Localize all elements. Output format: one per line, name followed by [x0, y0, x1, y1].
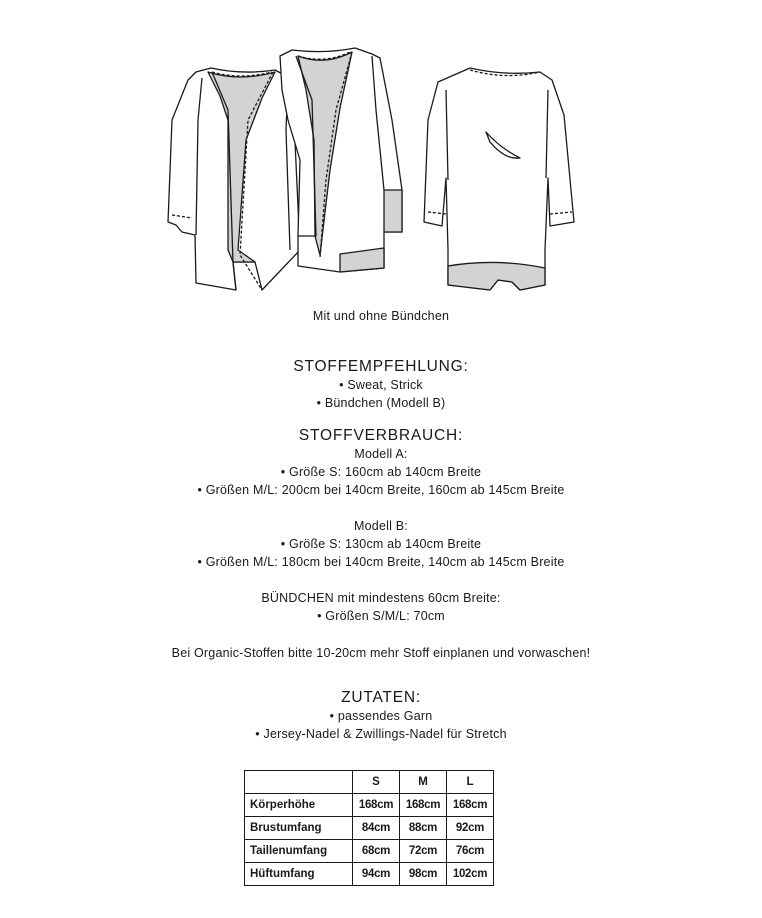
table-cell: 76cm: [447, 840, 494, 863]
table-cell: 88cm: [400, 817, 447, 840]
table-row: [245, 840, 494, 863]
row-label: Taillenumfang: [245, 840, 353, 863]
table-cell: 102cm: [447, 863, 494, 886]
cardigan-back: [424, 68, 574, 290]
cardigan-front-with-cuffs: [280, 48, 402, 272]
illustration-caption: Mit und ohne Bündchen: [312, 309, 450, 323]
row-label: Körperhöhe: [245, 794, 353, 817]
row-label: Hüftumfang: [245, 863, 353, 886]
table-cell: 92cm: [447, 817, 494, 840]
size-table: [244, 770, 494, 886]
table-cell: 84cm: [353, 817, 400, 840]
table-cell: 94cm: [353, 863, 400, 886]
buendchen-label: BÜNDCHEN mit mindestens 60cm Breite:: [261, 591, 501, 605]
table-row: [245, 863, 494, 886]
table-row: [245, 794, 494, 817]
column-header-s: S: [353, 771, 400, 794]
list-item: • Bündchen (Modell B): [316, 396, 446, 410]
list-item: • Größen M/L: 180cm bei 140cm Breite, 140cm ab 145cm Breite: [197, 555, 565, 569]
table-cell: 72cm: [400, 840, 447, 863]
modell-a-label: Modell A:: [354, 447, 408, 461]
list-item: • Größen S/M/L: 70cm: [317, 609, 445, 623]
list-item: • passendes Garn: [329, 709, 433, 723]
stoffempfehlung-section: [0, 358, 762, 412]
cardigan-front-without-cuffs: [168, 68, 300, 290]
column-header-m: M: [400, 771, 447, 794]
table-cell: 168cm: [400, 794, 447, 817]
cardigan-illustrations: [0, 0, 762, 300]
stoffempfehlung-heading: STOFFEMPFEHLUNG:: [293, 358, 469, 375]
list-item: • Jersey-Nadel & Zwillings-Nadel für Stretch: [255, 727, 507, 741]
zutaten-heading: ZUTATEN:: [341, 689, 421, 706]
table-cell: 68cm: [353, 840, 400, 863]
table-row: [245, 817, 494, 840]
list-item: • Sweat, Strick: [339, 378, 423, 392]
table-cell: 168cm: [447, 794, 494, 817]
table-header-row: [245, 771, 494, 794]
list-item: • Größen M/L: 200cm bei 140cm Breite, 160cm ab 145cm Breite: [197, 483, 565, 497]
column-header-l: L: [447, 771, 494, 794]
organic-note: Bei Organic-Stoffen bitte 10-20cm mehr Stoff einplanen und vorwaschen!: [171, 646, 591, 660]
modell-b-label: Modell B:: [354, 519, 408, 533]
list-item: • Größe S: 130cm ab 140cm Breite: [280, 537, 482, 551]
row-label: Brustumfang: [245, 817, 353, 840]
stoffverbrauch-section: [0, 427, 762, 625]
list-item: • Größe S: 160cm ab 140cm Breite: [280, 465, 482, 479]
table-cell: 98cm: [400, 863, 447, 886]
stoffverbrauch-heading: STOFFVERBRAUCH:: [298, 427, 464, 444]
table-cell: 168cm: [353, 794, 400, 817]
zutaten-section: [0, 689, 762, 743]
table-corner-cell: [245, 771, 353, 794]
